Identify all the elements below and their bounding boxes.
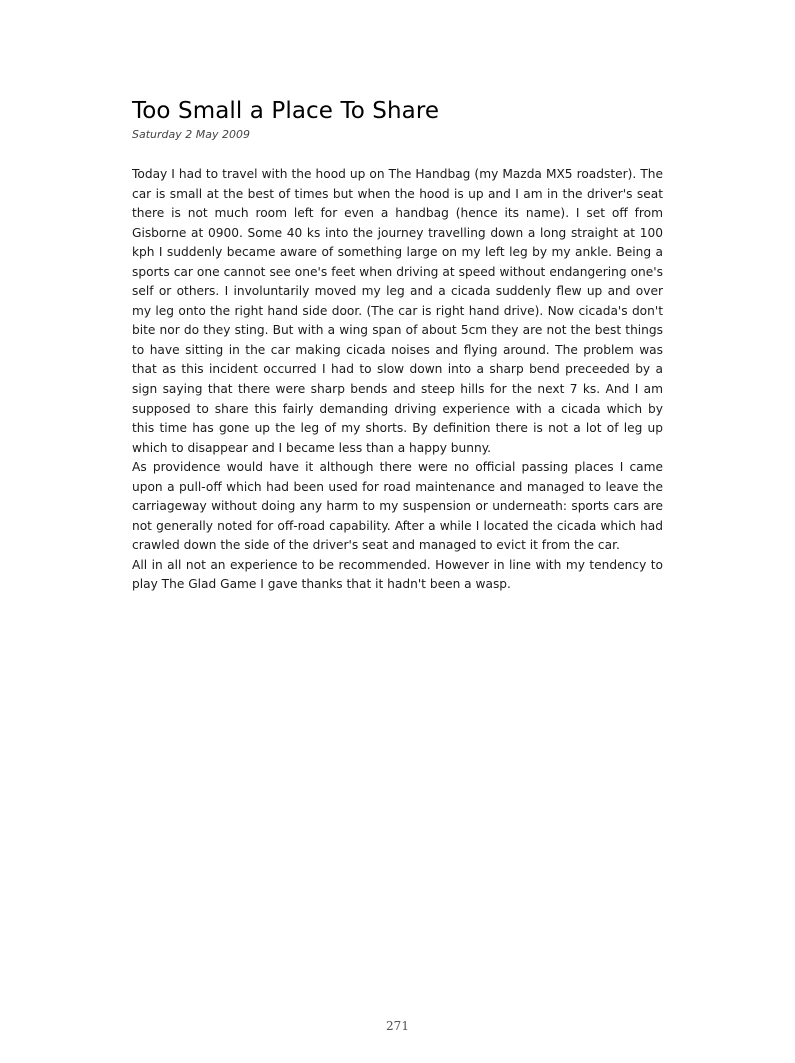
post-date: Saturday 2 May 2009 (132, 128, 250, 141)
paragraph-1: Today I had to travel with the hood up on The Handbag (my Mazda MX5 roadster). The car is small at the best of times but when the hood is up and I am in the driver's seat there is not much room left for even a handbag (hence its name). I set off from Gisborne at 0900. Some 40 ks into the journey travelling down a long straight at 100 kph I suddenly became aware of something large on my left leg by my ankle. Being a sports car one cannot see one's feet when driving at speed without endangering one's self or others. I involuntarily moved my leg and a cicada suddenly flew up and over my leg onto the right hand side door. (The car is right hand drive). Now cicada's don't bite nor do they sting. But with a wing span of about 5cm they are not the best things to have sitting in the car making cicada noises and flying around. The problem was that as this incident occurred I had to slow down into a sharp bend preceeded by a sign saying that there were sharp bends and steep hills for the next 7 ks. And I am supposed to share this fairly demanding driving experience with a cicada which by this time has gone up the leg of my shorts. By definition there is not a lot of leg up which to disappear and I became less than a happy bunny. (132, 167, 663, 455)
paragraph-3: All in all not an experience to be recommended. However in line with my tendency to play The Glad Game I gave thanks that it hadn't been a wasp. (132, 557, 663, 592)
post-body (132, 165, 663, 595)
page-number: 271 (386, 1019, 409, 1033)
post-title: Too Small a Place To Share (132, 98, 440, 124)
paragraph-2: As providence would have it although there were no official passing places I came upon a pull-off which had been used for road maintenance and managed to leave the carriageway without doing any harm to my suspension or underneath: sports cars are not generally noted for off-road capability. After a while I located the cicada which had crawled down the side of the driver's seat and managed to evict it from the car. (132, 460, 663, 553)
